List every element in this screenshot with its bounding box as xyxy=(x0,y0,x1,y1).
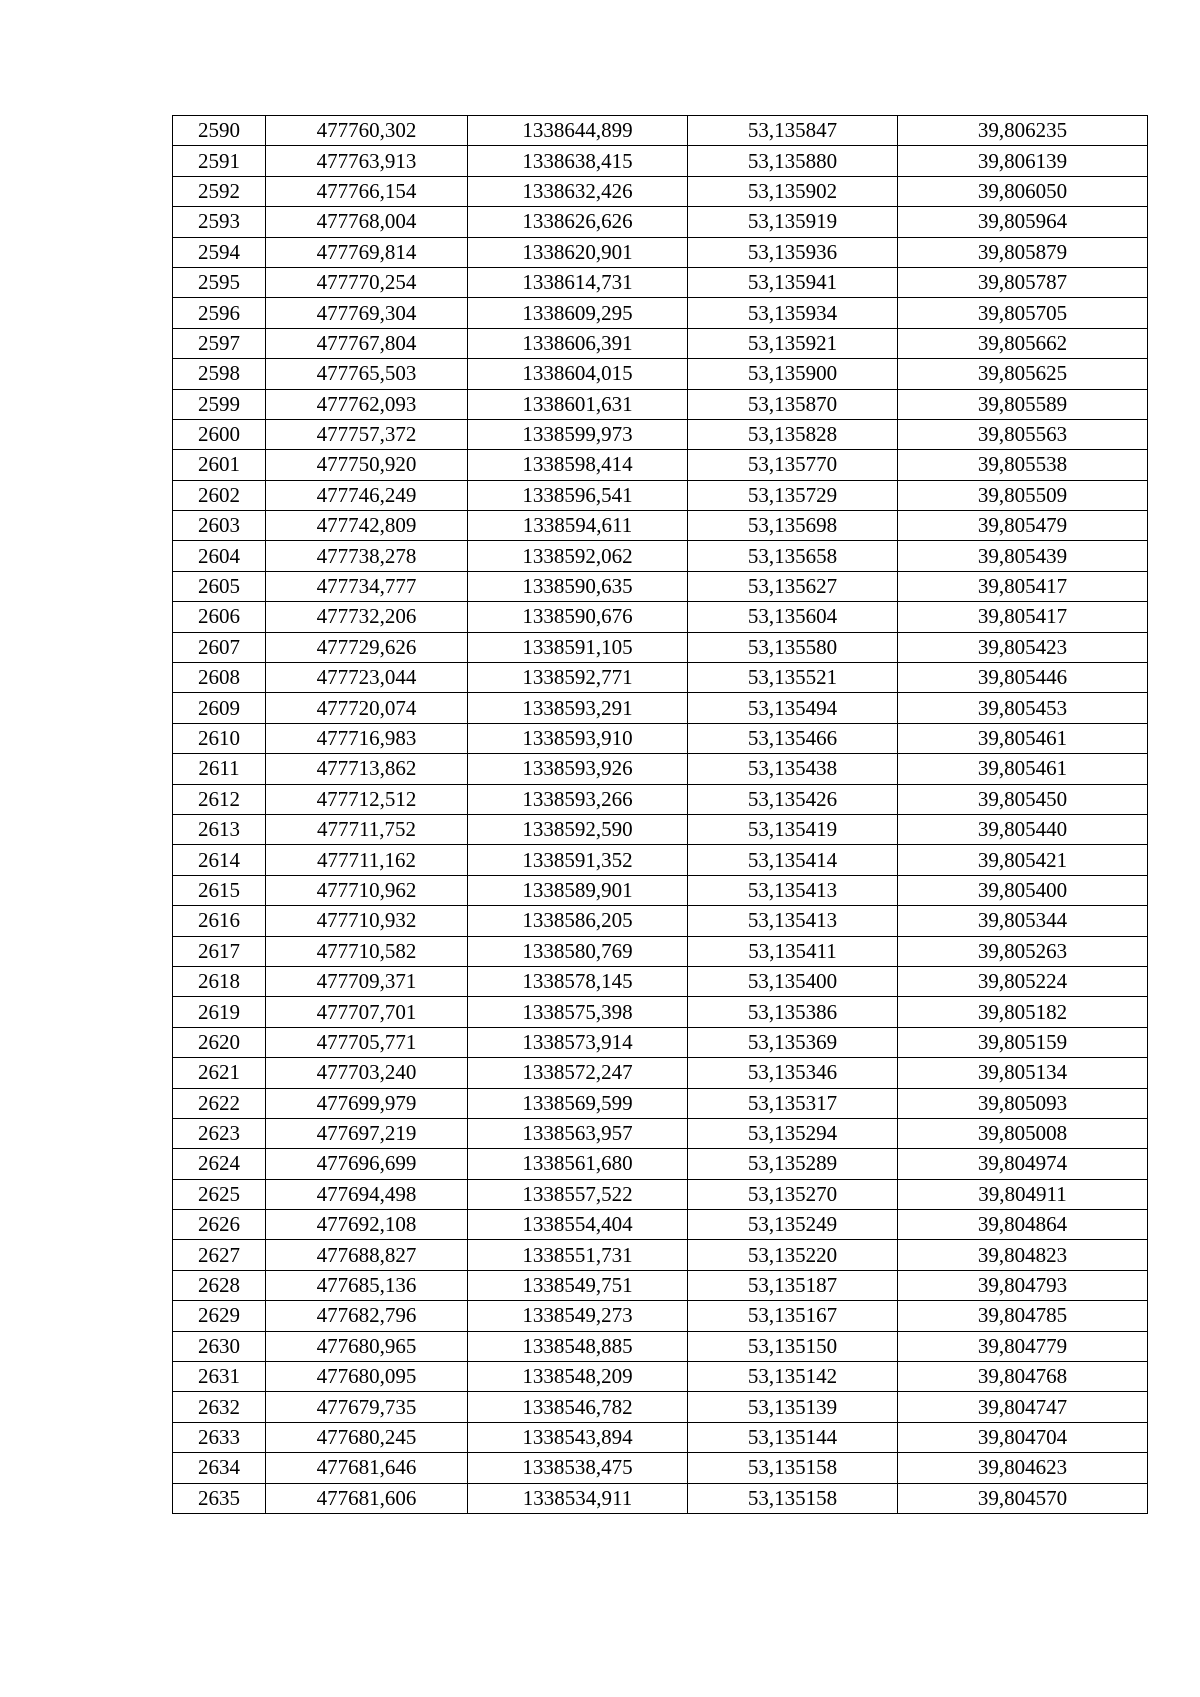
x-coordinate-cell: 477762,093 xyxy=(266,389,468,419)
y-coordinate-cell: 1338580,769 xyxy=(468,936,688,966)
point-number-cell: 2595 xyxy=(173,267,266,297)
y-coordinate-cell: 1338554,404 xyxy=(468,1210,688,1240)
point-number-cell: 2633 xyxy=(173,1422,266,1452)
table-row xyxy=(173,966,1148,996)
x-coordinate-cell: 477699,979 xyxy=(266,1088,468,1118)
y-coordinate-cell: 1338546,782 xyxy=(468,1392,688,1422)
longitude-cell: 39,805450 xyxy=(898,784,1148,814)
table-row xyxy=(173,146,1148,176)
point-number-cell: 2629 xyxy=(173,1301,266,1331)
table-row xyxy=(173,1483,1148,1513)
x-coordinate-cell: 477710,582 xyxy=(266,936,468,966)
point-number-cell: 2635 xyxy=(173,1483,266,1513)
x-coordinate-cell: 477757,372 xyxy=(266,419,468,449)
longitude-cell: 39,806235 xyxy=(898,116,1148,146)
point-number-cell: 2613 xyxy=(173,814,266,844)
table-row xyxy=(173,1210,1148,1240)
table-row xyxy=(173,1058,1148,1088)
y-coordinate-cell: 1338575,398 xyxy=(468,997,688,1027)
point-number-cell: 2603 xyxy=(173,511,266,541)
x-coordinate-cell: 477767,804 xyxy=(266,328,468,358)
y-coordinate-cell: 1338543,894 xyxy=(468,1422,688,1452)
y-coordinate-cell: 1338638,415 xyxy=(468,146,688,176)
y-coordinate-cell: 1338573,914 xyxy=(468,1027,688,1057)
longitude-cell: 39,805589 xyxy=(898,389,1148,419)
y-coordinate-cell: 1338548,209 xyxy=(468,1362,688,1392)
latitude-cell: 53,135870 xyxy=(688,389,898,419)
point-number-cell: 2590 xyxy=(173,116,266,146)
point-number-cell: 2614 xyxy=(173,845,266,875)
longitude-cell: 39,804623 xyxy=(898,1453,1148,1483)
point-number-cell: 2602 xyxy=(173,480,266,510)
y-coordinate-cell: 1338591,105 xyxy=(468,632,688,662)
latitude-cell: 53,135158 xyxy=(688,1483,898,1513)
table-row xyxy=(173,176,1148,206)
latitude-cell: 53,135289 xyxy=(688,1149,898,1179)
table-row xyxy=(173,1118,1148,1148)
y-coordinate-cell: 1338614,731 xyxy=(468,267,688,297)
x-coordinate-cell: 477729,626 xyxy=(266,632,468,662)
x-coordinate-cell: 477716,983 xyxy=(266,723,468,753)
latitude-cell: 53,135880 xyxy=(688,146,898,176)
longitude-cell: 39,805344 xyxy=(898,906,1148,936)
y-coordinate-cell: 1338592,062 xyxy=(468,541,688,571)
latitude-cell: 53,135494 xyxy=(688,693,898,723)
table-row xyxy=(173,602,1148,632)
table-row xyxy=(173,450,1148,480)
y-coordinate-cell: 1338593,910 xyxy=(468,723,688,753)
y-coordinate-cell: 1338601,631 xyxy=(468,389,688,419)
y-coordinate-cell: 1338590,676 xyxy=(468,602,688,632)
y-coordinate-cell: 1338591,352 xyxy=(468,845,688,875)
coordinates-table-body xyxy=(173,116,1148,1514)
longitude-cell: 39,805879 xyxy=(898,237,1148,267)
longitude-cell: 39,805439 xyxy=(898,541,1148,571)
latitude-cell: 53,135438 xyxy=(688,754,898,784)
x-coordinate-cell: 477707,701 xyxy=(266,997,468,1027)
longitude-cell: 39,805787 xyxy=(898,267,1148,297)
point-number-cell: 2600 xyxy=(173,419,266,449)
table-row xyxy=(173,328,1148,358)
longitude-cell: 39,805134 xyxy=(898,1058,1148,1088)
longitude-cell: 39,804704 xyxy=(898,1422,1148,1452)
x-coordinate-cell: 477711,752 xyxy=(266,814,468,844)
table-row xyxy=(173,784,1148,814)
x-coordinate-cell: 477680,095 xyxy=(266,1362,468,1392)
x-coordinate-cell: 477697,219 xyxy=(266,1118,468,1148)
x-coordinate-cell: 477765,503 xyxy=(266,359,468,389)
point-number-cell: 2628 xyxy=(173,1270,266,1300)
point-number-cell: 2631 xyxy=(173,1362,266,1392)
latitude-cell: 53,135270 xyxy=(688,1179,898,1209)
table-row xyxy=(173,723,1148,753)
point-number-cell: 2596 xyxy=(173,298,266,328)
x-coordinate-cell: 477703,240 xyxy=(266,1058,468,1088)
latitude-cell: 53,135847 xyxy=(688,116,898,146)
y-coordinate-cell: 1338593,266 xyxy=(468,784,688,814)
latitude-cell: 53,135317 xyxy=(688,1088,898,1118)
x-coordinate-cell: 477685,136 xyxy=(266,1270,468,1300)
y-coordinate-cell: 1338592,771 xyxy=(468,663,688,693)
longitude-cell: 39,805093 xyxy=(898,1088,1148,1118)
longitude-cell: 39,805563 xyxy=(898,419,1148,449)
table-row xyxy=(173,1392,1148,1422)
table-row xyxy=(173,693,1148,723)
table-row xyxy=(173,116,1148,146)
longitude-cell: 39,806050 xyxy=(898,176,1148,206)
latitude-cell: 53,135729 xyxy=(688,480,898,510)
y-coordinate-cell: 1338572,247 xyxy=(468,1058,688,1088)
latitude-cell: 53,135294 xyxy=(688,1118,898,1148)
table-row xyxy=(173,389,1148,419)
point-number-cell: 2630 xyxy=(173,1331,266,1361)
point-number-cell: 2601 xyxy=(173,450,266,480)
longitude-cell: 39,805538 xyxy=(898,450,1148,480)
point-number-cell: 2618 xyxy=(173,966,266,996)
longitude-cell: 39,804747 xyxy=(898,1392,1148,1422)
point-number-cell: 2616 xyxy=(173,906,266,936)
point-number-cell: 2621 xyxy=(173,1058,266,1088)
longitude-cell: 39,804779 xyxy=(898,1331,1148,1361)
y-coordinate-cell: 1338599,973 xyxy=(468,419,688,449)
latitude-cell: 53,135604 xyxy=(688,602,898,632)
x-coordinate-cell: 477760,302 xyxy=(266,116,468,146)
point-number-cell: 2607 xyxy=(173,632,266,662)
longitude-cell: 39,804768 xyxy=(898,1362,1148,1392)
y-coordinate-cell: 1338561,680 xyxy=(468,1149,688,1179)
table-row xyxy=(173,359,1148,389)
table-row xyxy=(173,237,1148,267)
x-coordinate-cell: 477768,004 xyxy=(266,207,468,237)
table-row xyxy=(173,1088,1148,1118)
x-coordinate-cell: 477688,827 xyxy=(266,1240,468,1270)
table-row xyxy=(173,1453,1148,1483)
y-coordinate-cell: 1338606,391 xyxy=(468,328,688,358)
y-coordinate-cell: 1338590,635 xyxy=(468,571,688,601)
longitude-cell: 39,805417 xyxy=(898,571,1148,601)
point-number-cell: 2608 xyxy=(173,663,266,693)
x-coordinate-cell: 477734,777 xyxy=(266,571,468,601)
latitude-cell: 53,135936 xyxy=(688,237,898,267)
table-row xyxy=(173,1301,1148,1331)
longitude-cell: 39,805417 xyxy=(898,602,1148,632)
y-coordinate-cell: 1338644,899 xyxy=(468,116,688,146)
table-row xyxy=(173,875,1148,905)
table-row xyxy=(173,207,1148,237)
table-row xyxy=(173,1270,1148,1300)
table-row xyxy=(173,419,1148,449)
table-row xyxy=(173,1362,1148,1392)
point-number-cell: 2615 xyxy=(173,875,266,905)
y-coordinate-cell: 1338592,590 xyxy=(468,814,688,844)
longitude-cell: 39,805705 xyxy=(898,298,1148,328)
longitude-cell: 39,804793 xyxy=(898,1270,1148,1300)
x-coordinate-cell: 477681,646 xyxy=(266,1453,468,1483)
latitude-cell: 53,135466 xyxy=(688,723,898,753)
y-coordinate-cell: 1338549,751 xyxy=(468,1270,688,1300)
x-coordinate-cell: 477709,371 xyxy=(266,966,468,996)
longitude-cell: 39,805182 xyxy=(898,997,1148,1027)
x-coordinate-cell: 477710,962 xyxy=(266,875,468,905)
point-number-cell: 2610 xyxy=(173,723,266,753)
x-coordinate-cell: 477705,771 xyxy=(266,1027,468,1057)
latitude-cell: 53,135921 xyxy=(688,328,898,358)
longitude-cell: 39,805461 xyxy=(898,754,1148,784)
table-row xyxy=(173,541,1148,571)
point-number-cell: 2627 xyxy=(173,1240,266,1270)
longitude-cell: 39,804974 xyxy=(898,1149,1148,1179)
point-number-cell: 2623 xyxy=(173,1118,266,1148)
y-coordinate-cell: 1338598,414 xyxy=(468,450,688,480)
point-number-cell: 2597 xyxy=(173,328,266,358)
latitude-cell: 53,135414 xyxy=(688,845,898,875)
longitude-cell: 39,805159 xyxy=(898,1027,1148,1057)
latitude-cell: 53,135139 xyxy=(688,1392,898,1422)
point-number-cell: 2624 xyxy=(173,1149,266,1179)
latitude-cell: 53,135426 xyxy=(688,784,898,814)
point-number-cell: 2609 xyxy=(173,693,266,723)
latitude-cell: 53,135346 xyxy=(688,1058,898,1088)
longitude-cell: 39,805461 xyxy=(898,723,1148,753)
latitude-cell: 53,135158 xyxy=(688,1453,898,1483)
x-coordinate-cell: 477766,154 xyxy=(266,176,468,206)
x-coordinate-cell: 477696,699 xyxy=(266,1149,468,1179)
latitude-cell: 53,135900 xyxy=(688,359,898,389)
point-number-cell: 2598 xyxy=(173,359,266,389)
point-number-cell: 2592 xyxy=(173,176,266,206)
longitude-cell: 39,804823 xyxy=(898,1240,1148,1270)
point-number-cell: 2625 xyxy=(173,1179,266,1209)
y-coordinate-cell: 1338586,205 xyxy=(468,906,688,936)
longitude-cell: 39,805964 xyxy=(898,207,1148,237)
latitude-cell: 53,135941 xyxy=(688,267,898,297)
x-coordinate-cell: 477770,254 xyxy=(266,267,468,297)
x-coordinate-cell: 477750,920 xyxy=(266,450,468,480)
longitude-cell: 39,805446 xyxy=(898,663,1148,693)
table-row xyxy=(173,1149,1148,1179)
x-coordinate-cell: 477769,304 xyxy=(266,298,468,328)
point-number-cell: 2599 xyxy=(173,389,266,419)
latitude-cell: 53,135413 xyxy=(688,906,898,936)
table-row xyxy=(173,663,1148,693)
y-coordinate-cell: 1338548,885 xyxy=(468,1331,688,1361)
y-coordinate-cell: 1338632,426 xyxy=(468,176,688,206)
table-row xyxy=(173,1027,1148,1057)
latitude-cell: 53,135150 xyxy=(688,1331,898,1361)
x-coordinate-cell: 477763,913 xyxy=(266,146,468,176)
table-row xyxy=(173,754,1148,784)
y-coordinate-cell: 1338620,901 xyxy=(468,237,688,267)
point-number-cell: 2619 xyxy=(173,997,266,1027)
latitude-cell: 53,135386 xyxy=(688,997,898,1027)
x-coordinate-cell: 477682,796 xyxy=(266,1301,468,1331)
y-coordinate-cell: 1338604,015 xyxy=(468,359,688,389)
y-coordinate-cell: 1338578,145 xyxy=(468,966,688,996)
latitude-cell: 53,135919 xyxy=(688,207,898,237)
point-number-cell: 2611 xyxy=(173,754,266,784)
latitude-cell: 53,135369 xyxy=(688,1027,898,1057)
x-coordinate-cell: 477769,814 xyxy=(266,237,468,267)
x-coordinate-cell: 477680,965 xyxy=(266,1331,468,1361)
table-row xyxy=(173,511,1148,541)
longitude-cell: 39,805440 xyxy=(898,814,1148,844)
point-number-cell: 2634 xyxy=(173,1453,266,1483)
x-coordinate-cell: 477723,044 xyxy=(266,663,468,693)
latitude-cell: 53,135413 xyxy=(688,875,898,905)
table-row xyxy=(173,1422,1148,1452)
x-coordinate-cell: 477680,245 xyxy=(266,1422,468,1452)
table-row xyxy=(173,997,1148,1027)
y-coordinate-cell: 1338563,957 xyxy=(468,1118,688,1148)
x-coordinate-cell: 477720,074 xyxy=(266,693,468,723)
table-row xyxy=(173,632,1148,662)
x-coordinate-cell: 477746,249 xyxy=(266,480,468,510)
longitude-cell: 39,805008 xyxy=(898,1118,1148,1148)
latitude-cell: 53,135934 xyxy=(688,298,898,328)
x-coordinate-cell: 477692,108 xyxy=(266,1210,468,1240)
point-number-cell: 2591 xyxy=(173,146,266,176)
latitude-cell: 53,135658 xyxy=(688,541,898,571)
table-row xyxy=(173,298,1148,328)
longitude-cell: 39,804570 xyxy=(898,1483,1148,1513)
latitude-cell: 53,135249 xyxy=(688,1210,898,1240)
y-coordinate-cell: 1338609,295 xyxy=(468,298,688,328)
y-coordinate-cell: 1338626,626 xyxy=(468,207,688,237)
longitude-cell: 39,805400 xyxy=(898,875,1148,905)
point-number-cell: 2620 xyxy=(173,1027,266,1057)
longitude-cell: 39,805224 xyxy=(898,966,1148,996)
x-coordinate-cell: 477681,606 xyxy=(266,1483,468,1513)
y-coordinate-cell: 1338596,541 xyxy=(468,480,688,510)
x-coordinate-cell: 477738,278 xyxy=(266,541,468,571)
x-coordinate-cell: 477713,862 xyxy=(266,754,468,784)
y-coordinate-cell: 1338593,291 xyxy=(468,693,688,723)
longitude-cell: 39,805423 xyxy=(898,632,1148,662)
point-number-cell: 2606 xyxy=(173,602,266,632)
point-number-cell: 2604 xyxy=(173,541,266,571)
y-coordinate-cell: 1338593,926 xyxy=(468,754,688,784)
longitude-cell: 39,804864 xyxy=(898,1210,1148,1240)
table-row xyxy=(173,1331,1148,1361)
longitude-cell: 39,805479 xyxy=(898,511,1148,541)
point-number-cell: 2622 xyxy=(173,1088,266,1118)
x-coordinate-cell: 477694,498 xyxy=(266,1179,468,1209)
table-row xyxy=(173,267,1148,297)
y-coordinate-cell: 1338549,273 xyxy=(468,1301,688,1331)
x-coordinate-cell: 477712,512 xyxy=(266,784,468,814)
longitude-cell: 39,804911 xyxy=(898,1179,1148,1209)
x-coordinate-cell: 477711,162 xyxy=(266,845,468,875)
table-row xyxy=(173,906,1148,936)
point-number-cell: 2617 xyxy=(173,936,266,966)
longitude-cell: 39,805662 xyxy=(898,328,1148,358)
longitude-cell: 39,805625 xyxy=(898,359,1148,389)
point-number-cell: 2594 xyxy=(173,237,266,267)
y-coordinate-cell: 1338551,731 xyxy=(468,1240,688,1270)
point-number-cell: 2632 xyxy=(173,1392,266,1422)
longitude-cell: 39,805509 xyxy=(898,480,1148,510)
table-row xyxy=(173,936,1148,966)
latitude-cell: 53,135144 xyxy=(688,1422,898,1452)
latitude-cell: 53,135167 xyxy=(688,1301,898,1331)
table-row xyxy=(173,480,1148,510)
latitude-cell: 53,135142 xyxy=(688,1362,898,1392)
longitude-cell: 39,805453 xyxy=(898,693,1148,723)
y-coordinate-cell: 1338589,901 xyxy=(468,875,688,905)
latitude-cell: 53,135220 xyxy=(688,1240,898,1270)
x-coordinate-cell: 477742,809 xyxy=(266,511,468,541)
y-coordinate-cell: 1338594,611 xyxy=(468,511,688,541)
point-number-cell: 2612 xyxy=(173,784,266,814)
x-coordinate-cell: 477710,932 xyxy=(266,906,468,936)
table-row xyxy=(173,845,1148,875)
table-row xyxy=(173,571,1148,601)
table-row xyxy=(173,1240,1148,1270)
latitude-cell: 53,135419 xyxy=(688,814,898,844)
longitude-cell: 39,805263 xyxy=(898,936,1148,966)
table-row xyxy=(173,814,1148,844)
latitude-cell: 53,135770 xyxy=(688,450,898,480)
latitude-cell: 53,135411 xyxy=(688,936,898,966)
point-number-cell: 2593 xyxy=(173,207,266,237)
latitude-cell: 53,135521 xyxy=(688,663,898,693)
y-coordinate-cell: 1338569,599 xyxy=(468,1088,688,1118)
point-number-cell: 2626 xyxy=(173,1210,266,1240)
coordinates-table xyxy=(172,115,1148,1514)
longitude-cell: 39,806139 xyxy=(898,146,1148,176)
table-row xyxy=(173,1179,1148,1209)
latitude-cell: 53,135698 xyxy=(688,511,898,541)
x-coordinate-cell: 477732,206 xyxy=(266,602,468,632)
y-coordinate-cell: 1338538,475 xyxy=(468,1453,688,1483)
latitude-cell: 53,135902 xyxy=(688,176,898,206)
longitude-cell: 39,804785 xyxy=(898,1301,1148,1331)
latitude-cell: 53,135627 xyxy=(688,571,898,601)
latitude-cell: 53,135580 xyxy=(688,632,898,662)
latitude-cell: 53,135400 xyxy=(688,966,898,996)
y-coordinate-cell: 1338557,522 xyxy=(468,1179,688,1209)
latitude-cell: 53,135187 xyxy=(688,1270,898,1300)
point-number-cell: 2605 xyxy=(173,571,266,601)
y-coordinate-cell: 1338534,911 xyxy=(468,1483,688,1513)
latitude-cell: 53,135828 xyxy=(688,419,898,449)
x-coordinate-cell: 477679,735 xyxy=(266,1392,468,1422)
longitude-cell: 39,805421 xyxy=(898,845,1148,875)
